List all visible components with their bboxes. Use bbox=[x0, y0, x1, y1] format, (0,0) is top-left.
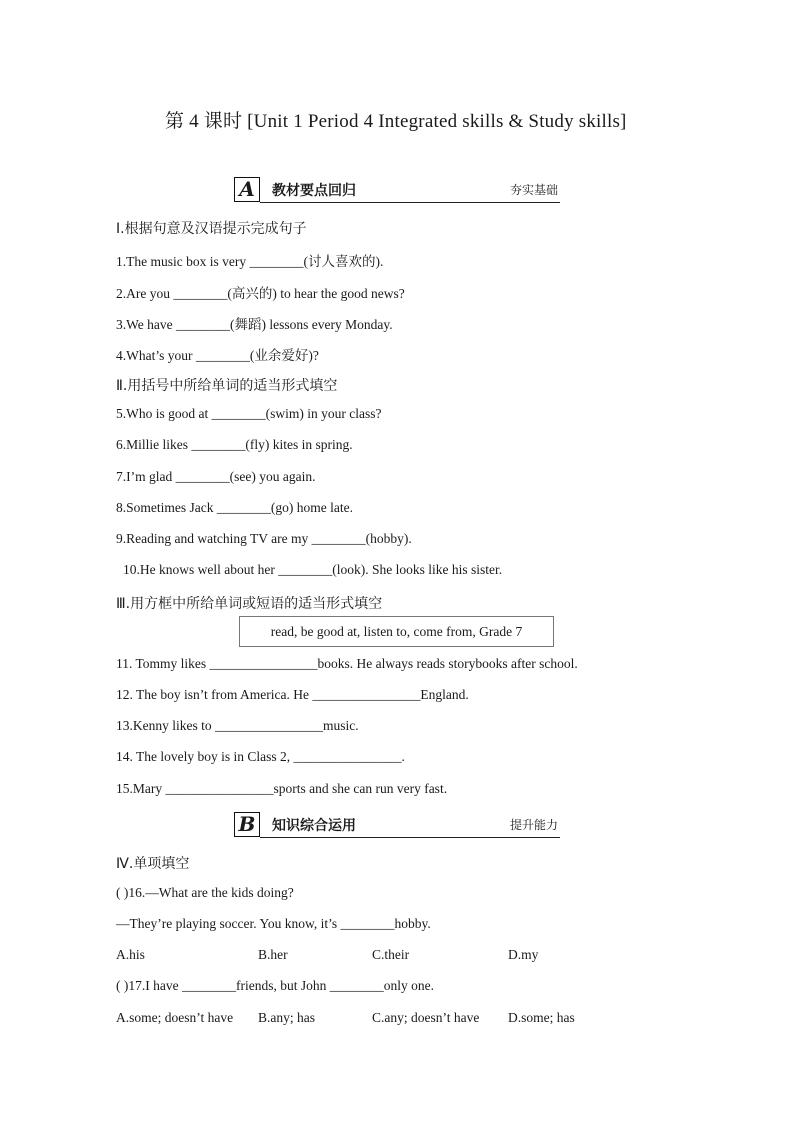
question-3: 3.We have ________(舞蹈) lessons every Monday. bbox=[116, 317, 393, 332]
question-11: 11. Tommy likes ________________books. He always reads storybooks after school. bbox=[116, 656, 578, 671]
question-9: 9.Reading and watching TV are my ________(hobby). bbox=[116, 531, 412, 546]
word-box: read, be good at, listen to, come from, Grade 7 bbox=[239, 616, 554, 647]
section-1-heading: Ⅰ.根据句意及汉语提示完成句子 bbox=[116, 221, 307, 237]
option-17-d: D.some; has bbox=[508, 1010, 575, 1025]
question-4: 4.What’s your ________(业余爱好)? bbox=[116, 348, 319, 363]
option-16-d: D.my bbox=[508, 947, 539, 962]
question-14: 14. The lovely boy is in Class 2, ________________. bbox=[116, 749, 405, 764]
question-10: 10.He knows well about her ________(look). She looks like his sister. bbox=[123, 562, 503, 577]
option-16-b: B.her bbox=[258, 947, 288, 962]
part-a-letter: A bbox=[234, 177, 260, 202]
part-b-letter: B bbox=[234, 812, 260, 837]
option-17-b: B.any; has bbox=[258, 1010, 315, 1025]
section-2-heading: Ⅱ.用括号中所给单词的适当形式填空 bbox=[116, 378, 338, 394]
question-16: ( )16.—What are the kids doing? bbox=[116, 885, 294, 900]
part-a-heading: 教材要点回归 bbox=[272, 183, 356, 199]
question-5: 5.Who is good at ________(swim) in your class? bbox=[116, 406, 382, 421]
section-4-heading: Ⅳ.单项填空 bbox=[116, 856, 190, 872]
question-12: 12. The boy isn’t from America. He ________________England. bbox=[116, 687, 469, 702]
question-1: 1.The music box is very ________(讨人喜欢的). bbox=[116, 254, 384, 269]
question-15: 15.Mary ________________sports and she can run very fast. bbox=[116, 781, 448, 796]
part-b-rule bbox=[260, 837, 560, 838]
question-16-reply: —They’re playing soccer. You know, it’s ________hobby. bbox=[116, 916, 431, 931]
part-b-banner bbox=[234, 812, 560, 840]
question-13: 13.Kenny likes to ________________music. bbox=[116, 718, 359, 733]
question-8: 8.Sometimes Jack ________(go) home late. bbox=[116, 500, 353, 515]
page-title: 第 4 课时 [Unit 1 Period 4 Integrated skills & Study skills] bbox=[165, 111, 627, 132]
part-a-banner bbox=[234, 177, 560, 205]
option-16-a: A.his bbox=[116, 947, 145, 962]
option-17-a: A.some; doesn’t have bbox=[116, 1010, 234, 1025]
part-a-rule bbox=[260, 202, 560, 203]
question-7: 7.I’m glad ________(see) you again. bbox=[116, 469, 316, 484]
question-6: 6.Millie likes ________(fly) kites in spring. bbox=[116, 437, 353, 452]
question-2: 2.Are you ________(高兴的) to hear the good news? bbox=[116, 286, 405, 301]
part-b-tag: 提升能力 bbox=[509, 818, 558, 832]
part-b-heading: 知识综合运用 bbox=[272, 818, 356, 834]
question-17: ( )17.I have ________friends, but John ________only one. bbox=[116, 978, 434, 993]
section-3-heading: Ⅲ.用方框中所给单词或短语的适当形式填空 bbox=[116, 596, 383, 612]
option-16-c: C.their bbox=[372, 947, 410, 962]
option-17-c: C.any; doesn’t have bbox=[372, 1010, 480, 1025]
part-a-tag: 夯实基础 bbox=[509, 183, 558, 197]
